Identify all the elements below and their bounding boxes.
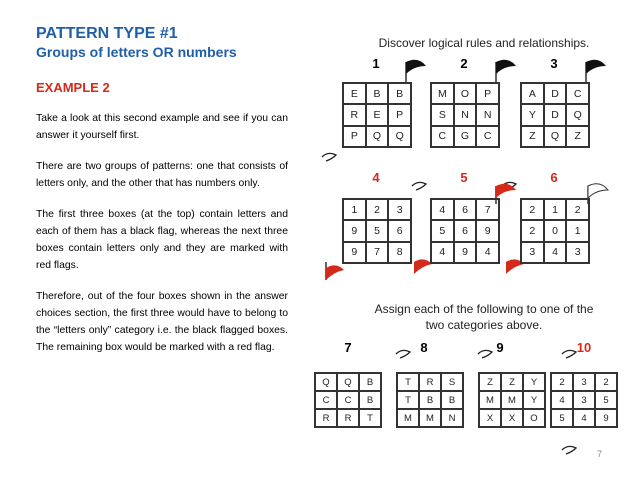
grid-cell: B [359,373,381,391]
black-flag-icon [406,60,426,82]
grid-cell: G [454,126,477,147]
grid-cell: Y [523,391,545,409]
box-label-2: 2 [460,56,468,71]
grid-cell: M [431,83,454,104]
grid-cell: O [454,83,477,104]
puzzle-panel [300,0,638,479]
grid-cell: 3 [388,199,411,220]
box-label-6: 6 [550,170,558,185]
grid-cell: Q [315,373,337,391]
paragraph-groups: There are two groups of patterns: one that consists of letters only, and the other that has numbers only. [36,161,288,189]
grid-cell: R [337,409,359,427]
black-flag-icon [496,60,516,82]
grid-cell: E [343,83,366,104]
paragraph-flags: The first three boxes (at the top) contain letters and each of them has a black flag, whereas the next three boxes contain letters only and they are marked with red flags. [36,209,288,271]
grid-cell: M [479,391,501,409]
grid-cell: D [544,83,567,104]
grid-cell: C [315,391,337,409]
grid-cell: 4 [476,242,499,263]
grid-cell: Q [388,126,411,147]
grid-cell: 2 [566,199,589,220]
grid-cell: Z [501,373,523,391]
box-label-1: 1 [372,56,380,71]
grid-cell: Q [544,126,567,147]
answer-label-9: 9 [496,340,504,355]
grid-cell: C [337,391,359,409]
outline-flag-icon [588,184,608,204]
grid-cell: 3 [573,373,595,391]
grid-cell: A [521,83,544,104]
pattern-box-4 [342,198,412,264]
grid-cell: 7 [366,242,389,263]
grid-cell: 5 [595,391,617,409]
grid-cell: C [431,126,454,147]
grid-cell: Y [523,373,545,391]
grid-cell: 1 [566,220,589,241]
grid-cell: 4 [431,199,454,220]
grid-cell: M [397,409,419,427]
assign-instruction-line2: two categories above. [425,318,543,332]
grid-cell: 9 [343,242,366,263]
grid-cell: C [476,126,499,147]
grid-cell: 9 [454,242,477,263]
grid-cell: 0 [544,220,567,241]
grid-cell: B [419,391,441,409]
grid-cell: 9 [595,409,617,427]
grid-cell: 9 [343,220,366,241]
grid-cell: M [501,391,523,409]
answer-box-7 [314,372,382,428]
grid-cell: 1 [544,199,567,220]
grid-cell: Q [337,373,359,391]
explanation-panel [36,24,288,356]
grid-cell: 4 [431,242,454,263]
grid-cell: 3 [573,391,595,409]
grid-cell: 5 [366,220,389,241]
flourish-icon [562,446,576,454]
grid-cell: Z [479,373,501,391]
red-flag-icon [326,262,344,280]
grid-cell: 2 [366,199,389,220]
grid-cell: 6 [454,220,477,241]
grid-cell: 2 [551,373,573,391]
grid-cell: X [501,409,523,427]
grid-cell: P [476,83,499,104]
grid-cell: Z [566,126,589,147]
paragraph-intro: Take a look at this second example and see if you can answer it yourself first. [36,113,288,141]
grid-cell: 5 [431,220,454,241]
box-label-5: 5 [460,170,468,185]
flourish-icon [322,153,336,161]
pattern-box-5 [430,198,500,264]
grid-cell: 7 [476,199,499,220]
grid-cell: 3 [566,242,589,263]
example-heading: EXAMPLE 2 [36,80,110,95]
grid-cell: R [315,409,337,427]
grid-cell: X [479,409,501,427]
grid-cell: 5 [551,409,573,427]
grid-cell: S [431,104,454,125]
grid-cell: 4 [544,242,567,263]
pattern-box-2 [430,82,500,148]
grid-cell: T [397,373,419,391]
grid-cell: N [454,104,477,125]
grid-cell: B [388,83,411,104]
page-subtitle: Groups of letters OR numbers [36,44,237,60]
grid-cell: T [359,409,381,427]
grid-cell: 3 [521,242,544,263]
grid-cell: Y [521,104,544,125]
grid-cell: B [441,391,463,409]
grid-cell: Q [566,104,589,125]
pattern-box-1 [342,82,412,148]
answer-box-10 [550,372,618,428]
grid-cell: S [441,373,463,391]
puzzle-heading: Discover logical rules and relationships. [378,36,590,50]
page-number: 7 [596,449,602,459]
grid-cell: 6 [454,199,477,220]
assign-instruction-line1: Assign each of the following to one of the [374,302,594,316]
paragraph-answer: Therefore, out of the four boxes shown in the answer choices section, the first three would have to belong to the “letters only” category i.e. the black flagged boxes. The remaining box would be marked with a red flag. [36,291,288,353]
grid-cell: Z [521,126,544,147]
grid-cell: M [419,409,441,427]
answer-box-8 [396,372,464,428]
grid-cell: B [366,83,389,104]
box-label-4: 4 [372,170,380,185]
grid-cell: N [476,104,499,125]
page-title: PATTERN TYPE #1 [36,25,178,42]
pattern-box-3 [520,82,590,148]
grid-cell: R [343,104,366,125]
pattern-box-6 [520,198,590,264]
box-label-3: 3 [550,56,558,71]
black-flag-icon [586,60,606,82]
grid-cell: 2 [521,199,544,220]
grid-cell: 2 [521,220,544,241]
grid-cell: O [523,409,545,427]
answer-label-10: 10 [576,340,592,355]
grid-cell: 9 [476,220,499,241]
answer-label-8: 8 [420,340,428,355]
grid-cell: R [419,373,441,391]
grid-cell: T [397,391,419,409]
grid-cell: 2 [595,373,617,391]
grid-cell: N [441,409,463,427]
grid-cell: 1 [343,199,366,220]
grid-cell: D [544,104,567,125]
flourish-icon [412,182,426,190]
grid-cell: E [366,104,389,125]
answer-label-7: 7 [344,340,352,355]
grid-cell: B [359,391,381,409]
grid-cell: P [388,104,411,125]
grid-cell: 4 [573,409,595,427]
grid-cell: 4 [551,391,573,409]
grid-cell: P [343,126,366,147]
grid-cell: C [566,83,589,104]
grid-cell: 8 [388,242,411,263]
answer-box-9 [478,372,546,428]
grid-cell: Q [366,126,389,147]
grid-cell: 6 [388,220,411,241]
